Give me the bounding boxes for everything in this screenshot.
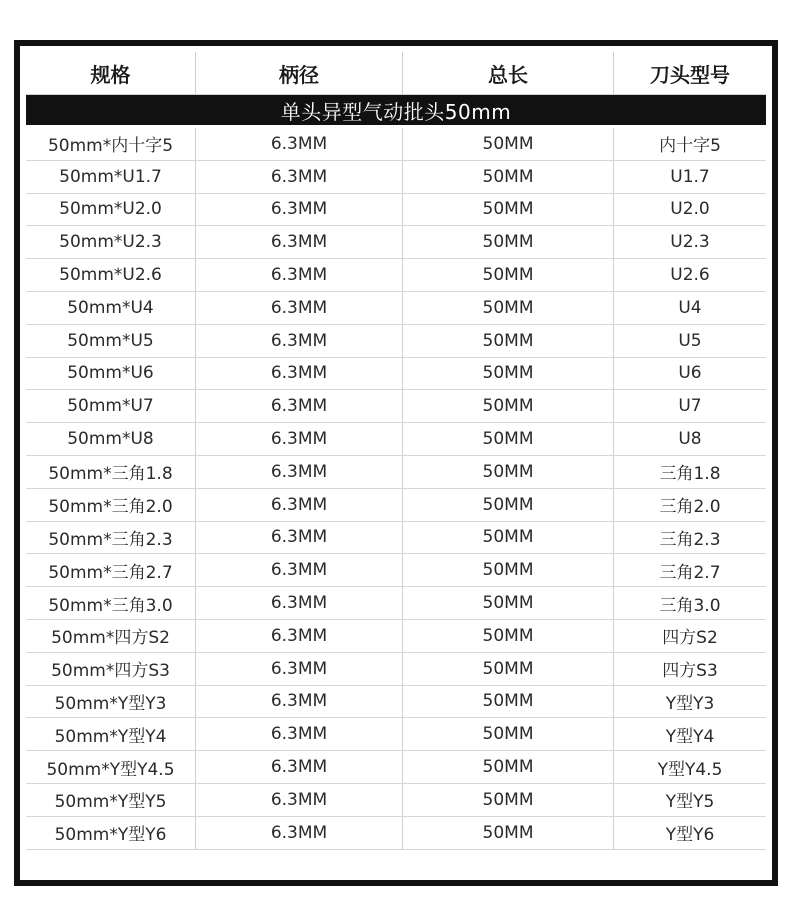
cell-bit-model: Y型Y6 — [665, 825, 715, 846]
cell-bit-model: U2.3 — [670, 232, 710, 253]
cell-bit-model: Y型Y4.5 — [657, 759, 723, 780]
cell-total-length: 50MM — [403, 259, 614, 291]
cell-shank-diameter: 6.3MM — [196, 259, 403, 291]
header-total-length: 总长 — [403, 52, 614, 94]
table-body — [26, 128, 766, 850]
cell-bit-model: 四方S2 — [662, 628, 718, 649]
table-row — [26, 325, 766, 358]
cell-shank-diameter: 6.3MM — [196, 194, 403, 226]
cell-shank-diameter: 6.3MM — [196, 620, 403, 652]
cell-bit-model: 三角2.3 — [659, 529, 721, 550]
cell-spec: 50mm*Y型Y3 — [26, 686, 196, 718]
cell-bit-model: U6 — [678, 363, 702, 384]
cell-bit-model: U1.7 — [670, 166, 710, 187]
cell-bit-model: Y型Y5 — [665, 792, 715, 813]
cell-shank-diameter: 6.3MM — [196, 751, 403, 783]
cell-bit-model: U2.6 — [670, 265, 710, 286]
cell-shank-diameter: 6.3MM — [196, 489, 403, 521]
cell-spec: 50mm*三角3.0 — [26, 587, 196, 619]
cell-shank-diameter: 6.3MM — [196, 817, 403, 849]
cell-total-length: 50MM — [403, 718, 614, 750]
table-row — [26, 817, 766, 850]
cell-shank-diameter: 6.3MM — [196, 554, 403, 586]
cell-total-length: 50MM — [403, 554, 614, 586]
cell-spec: 50mm*U2.3 — [26, 226, 196, 258]
cell-bit-model: 三角2.0 — [659, 497, 721, 518]
table-row — [26, 456, 766, 489]
table-row — [26, 554, 766, 587]
table-row — [26, 620, 766, 653]
table-row — [26, 161, 766, 194]
cell-spec: 50mm*三角2.3 — [26, 522, 196, 554]
cell-spec: 50mm*U2.0 — [26, 194, 196, 226]
cell-shank-diameter: 6.3MM — [196, 390, 403, 422]
table-row — [26, 522, 766, 555]
cell-bit-model: 三角1.8 — [659, 464, 721, 485]
cell-spec: 50mm*U4 — [26, 292, 196, 324]
cell-shank-diameter: 6.3MM — [196, 358, 403, 390]
cell-total-length: 50MM — [403, 522, 614, 554]
cell-shank-diameter: 6.3MM — [196, 653, 403, 685]
table-row — [26, 194, 766, 227]
spec-table-frame — [14, 40, 778, 886]
cell-shank-diameter: 6.3MM — [196, 128, 403, 160]
table-row — [26, 259, 766, 292]
cell-bit-model: 四方S3 — [662, 661, 718, 682]
cell-shank-diameter: 6.3MM — [196, 325, 403, 357]
cell-shank-diameter: 6.3MM — [196, 292, 403, 324]
cell-total-length: 50MM — [403, 423, 614, 455]
table-row — [26, 292, 766, 325]
cell-total-length: 50MM — [403, 128, 614, 160]
table-row — [26, 587, 766, 620]
table-title-bar: 单头异型气动批头50mm — [26, 95, 766, 125]
cell-spec: 50mm*三角2.7 — [26, 554, 196, 586]
cell-shank-diameter: 6.3MM — [196, 161, 403, 193]
table-row — [26, 423, 766, 456]
cell-spec: 50mm*内十字5 — [26, 128, 196, 160]
table-row — [26, 718, 766, 751]
cell-spec: 50mm*U8 — [26, 423, 196, 455]
cell-total-length: 50MM — [403, 325, 614, 357]
cell-total-length: 50MM — [403, 226, 614, 258]
table-row — [26, 751, 766, 784]
cell-bit-model: U2.0 — [670, 199, 710, 220]
cell-shank-diameter: 6.3MM — [196, 423, 403, 455]
cell-spec: 50mm*四方S3 — [26, 653, 196, 685]
table-row — [26, 226, 766, 259]
cell-spec: 50mm*U7 — [26, 390, 196, 422]
cell-bit-model: Y型Y4 — [665, 726, 715, 747]
cell-total-length: 50MM — [403, 620, 614, 652]
cell-spec: 50mm*U2.6 — [26, 259, 196, 291]
cell-total-length: 50MM — [403, 784, 614, 816]
spec-table — [26, 52, 766, 874]
cell-shank-diameter: 6.3MM — [196, 686, 403, 718]
cell-spec: 50mm*三角2.0 — [26, 489, 196, 521]
cell-spec: 50mm*U1.7 — [26, 161, 196, 193]
cell-total-length: 50MM — [403, 194, 614, 226]
cell-total-length: 50MM — [403, 292, 614, 324]
cell-spec: 50mm*Y型Y5 — [26, 784, 196, 816]
header-shank-diameter: 柄径 — [196, 52, 403, 94]
cell-total-length: 50MM — [403, 686, 614, 718]
cell-bit-model: U8 — [678, 429, 702, 450]
cell-total-length: 50MM — [403, 489, 614, 521]
cell-shank-diameter: 6.3MM — [196, 784, 403, 816]
cell-bit-model: Y型Y3 — [665, 693, 715, 714]
table-row — [26, 784, 766, 817]
table-row — [26, 358, 766, 391]
table-header-row — [26, 52, 766, 95]
cell-spec: 50mm*U6 — [26, 358, 196, 390]
table-row — [26, 390, 766, 423]
cell-total-length: 50MM — [403, 817, 614, 849]
cell-bit-model: U7 — [678, 396, 702, 417]
table-row — [26, 489, 766, 522]
cell-total-length: 50MM — [403, 653, 614, 685]
cell-shank-diameter: 6.3MM — [196, 226, 403, 258]
cell-shank-diameter: 6.3MM — [196, 718, 403, 750]
cell-bit-model: 三角2.7 — [659, 562, 721, 583]
cell-shank-diameter: 6.3MM — [196, 587, 403, 619]
cell-shank-diameter: 6.3MM — [196, 456, 403, 488]
cell-spec: 50mm*三角1.8 — [26, 456, 196, 488]
cell-spec: 50mm*四方S2 — [26, 620, 196, 652]
cell-bit-model: 三角3.0 — [659, 595, 721, 616]
cell-total-length: 50MM — [403, 358, 614, 390]
cell-bit-model: U5 — [678, 330, 702, 351]
cell-shank-diameter: 6.3MM — [196, 522, 403, 554]
cell-total-length: 50MM — [403, 456, 614, 488]
cell-total-length: 50MM — [403, 161, 614, 193]
cell-bit-model: U4 — [678, 297, 702, 318]
table-row — [26, 128, 766, 161]
cell-bit-model: 内十字5 — [659, 136, 721, 157]
cell-spec: 50mm*Y型Y6 — [26, 817, 196, 849]
cell-spec: 50mm*Y型Y4 — [26, 718, 196, 750]
table-row — [26, 686, 766, 719]
cell-total-length: 50MM — [403, 587, 614, 619]
cell-spec: 50mm*Y型Y4.5 — [26, 751, 196, 783]
header-bit-model: 刀头型号 — [650, 62, 730, 87]
cell-spec: 50mm*U5 — [26, 325, 196, 357]
table-row — [26, 653, 766, 686]
cell-total-length: 50MM — [403, 390, 614, 422]
cell-total-length: 50MM — [403, 751, 614, 783]
header-spec: 规格 — [26, 52, 196, 94]
